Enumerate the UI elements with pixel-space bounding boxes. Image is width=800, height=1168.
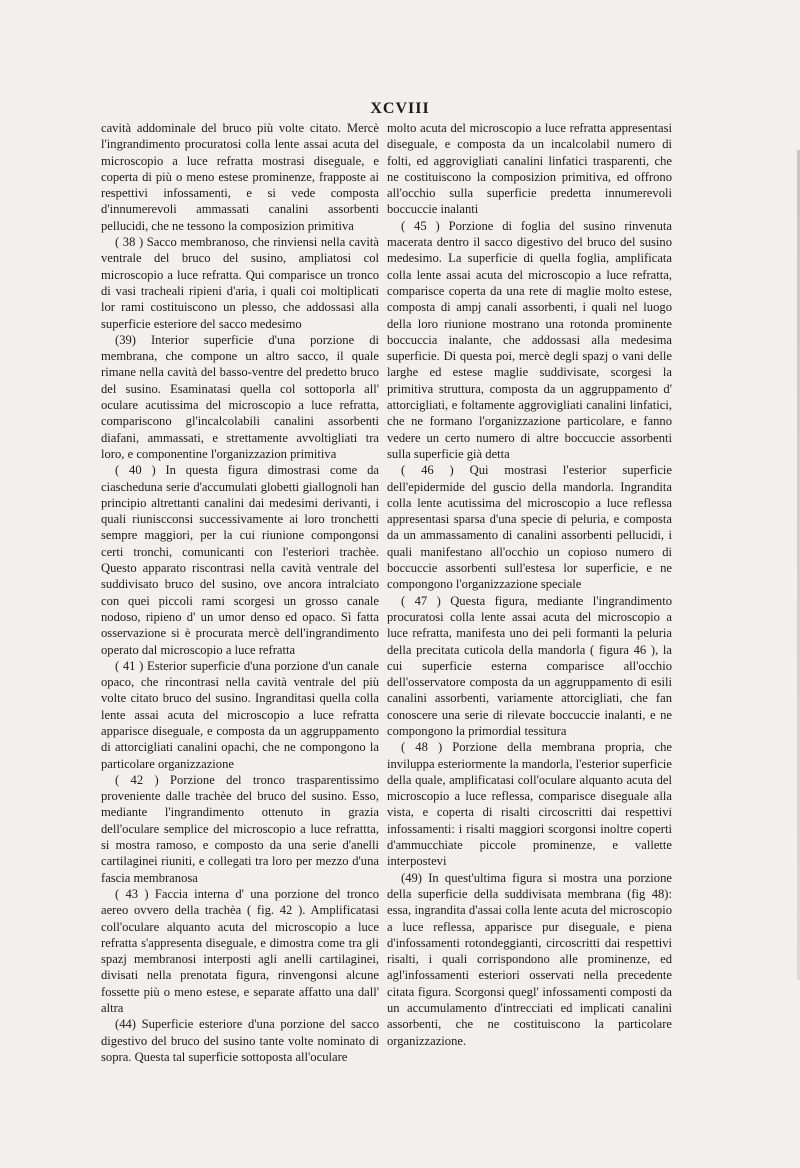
paragraph: ( 40 ) In questa figura dimostrasi come da ciascheduna serie d'accumulati globetti giallognoli han principio altrettanti canalini dai medesimi derivanti, i quali riuniscconsi successivamente ai loro tronchetti sempre maggiori, per la cui riunione compongonsi certi tronchi, comunicanti con l'esteriori trachèe. Questo apparato riscontrasi nella cavità ventrale del suddivisato bruco del susino, ove ancora intralciato con quei piccoli rami scorgesi un grosso canale nodoso, ripieno d' un umor denso ed opaco. Sì fatta osservazione si è procurata mercè dell'ingrandimento operato dal microscopio a luce refratta <box>101 463 379 657</box>
paragraph: (39) Interior superficie d'una porzione di membrana, che compone un altro sacco, il quale rimane nella cavità del basso-ventre del predetto bruco del susino. Esaminatasi quella col sottoporla all' oculare acutissima del microscopio a luce refratta, compariscono gl'incalcolabili canalini assorbenti diafani, ammassati, e strettamente avvoltigliati tra loro, e componentine l'organizzazion primitiva <box>101 332 379 461</box>
paragraph: molto acuta del microscopio a luce refratta appresentasi diseguale, e composta da un incalcolabil numero di folti, ed aggrovigliati canalini linfatici trasparenti, che ne costituiscono la composizion primitiva, ed offrono all'occhio sulla superficie predetta innumerevoli boccuccie inalanti <box>387 121 672 217</box>
paragraph: ( 41 ) Esterior superficie d'una porzione d'un canale opaco, che rincontrasi nella cavità ventrale del più volte citato bruco del susino. Ingranditasi quella colla lente assai acuta del microscopio a luce refratta apparisce diseguale, e composta da un aggruppamento di attorcigliati canalini opachi, che ne compongono la particolare organizzazione <box>101 658 379 771</box>
paragraph: ( 46 ) Qui mostrasi l'esterior superficie dell'epidermide del guscio della mandorla. Ingrandita colla lente acutissima del microscopio a luce reflessa appresentasi sparsa d'una specie di peluria, e composta da un ammassamento di canalini assorbenti pellucidi, i quali manifestano all'occhio un copioso numero di boccuccie assorbenti sull'estesa lor superficie, e ne compongono l'organizzazione speciale <box>387 463 672 592</box>
paragraph: ( 42 ) Porzione del tronco trasparentissimo proveniente dalle trachèe del bruco del susino. Esso, mediante l'ingrandimento ottenuto in grazia dell'oculare semplice del microscopio a luce refrattta, si mostra ramoso, e composto da una serie d'anelli cartilaginei riuniti, e collegati tra loro per mezzo d'una fascia membranosa <box>101 772 379 885</box>
paragraph: cavità addominale del bruco più volte citato. Mercè l'ingrandimento procuratosi colla lente assai acuta del microscopio a luce refratta mostrasi diseguale, e coperta di più o meno estese prominenze, frapposte ai respettivi infossamenti, e si vede composta d'innumerevoli ammassati canalini assorbenti pellucidi, che ne tessono la composizion primitiva <box>101 121 379 233</box>
paragraph: (44) Superficie esteriore d'una porzione del sacco digestivo del bruco del susino tante volte nominato di sopra. Questa tal superficie sottoposta all'oculare <box>101 1017 379 1064</box>
paragraph: ( 48 ) Porzione della membrana propria, che inviluppa esteriormente la mandorla, l'esterior superficie della quale, amplificatasi coll'oculare alquanto acuta del microscopio a luce reflessa, comparisce diseguale alla vista, e coperta di risalti circoscritti dai respettivi infossamenti: i risalti maggiori scorgonsi inoltre coperti d'ammucchiate piccole prominenze, e vallette interpostevi <box>387 740 672 869</box>
right-column <box>387 120 672 1049</box>
paragraph: ( 47 ) Questa figura, mediante l'ingrandimento procuratosi colla lente assai acuta del microscopio a luce refratta, manifesta uno dei peli formanti la peluria della precitata cuticola della mandorla ( figura 46 ), la cui superficie esterna comparisce all'occhio dell'osservatore composta da un aggruppamento di esili canalini assorbenti, variamente attorcigliati, che fan conoscere una serie di rilevate boccuccie inalanti, e ne compongono la primordial tessitura <box>387 593 672 738</box>
paragraph: ( 45 ) Porzione di foglia del susino rinvenuta macerata dentro il sacco digestivo del bruco del susino medesimo. La superficie di quella foglia, amplificata colla lente assai acuta del microscopio a luce refratta, comparisce coperta da una rete di maglie molto estese, composta di ampj canali assorbenti, i quali nel luogo della loro riunione mostrano una rotonda prominente boccuccia inalante, che addossasi alla medesima superficie. Di questa poi, mercè degli spazj o vani delle larghe ed estese maglie suddivisate, scorgesi la primitiva struttura, composta da un aggruppamento d' attorcigliati, e foltamente aggrovigliati canalini linfatici, che ne formano l'organizzazione particolare, e fanno vedere un certo numero di altre boccuccie assorbenti sulla superficie già detta <box>387 218 672 461</box>
left-column <box>101 120 379 1065</box>
paragraph: ( 43 ) Faccia interna d' una porzione del tronco aereo ovvero della trachèa ( fig. 42 ). Amplificatasi coll'oculare alquanto acuta del microscopio a luce refratta s'appresenta diseguale, e dimostra come tra gli spazj membranosi interposti agli anelli cartilaginei, divisati nella prenotata figura, rinvengonsi alcune fossette più o meno estese, e separate affatto una dall' altra <box>101 886 379 1016</box>
paragraph: ( 38 ) Sacco membranoso, che rinviensi nella cavità ventrale del bruco del susino, ampliatosi col microscopio a luce refratta. Qui comparisce un tronco di vasi tracheali ripieni d'aria, i quali coi moltiplicati lor rami costituiscono un plesso, che addossasi alla superficie esteriore del sacco medesimo <box>101 235 379 331</box>
page-number: XCVIII <box>370 100 430 117</box>
paragraph: (49) In quest'ultima figura si mostra una porzione della superficie della suddivisata membrana (fig 48): essa, ingrandita d'assai colla lente acuta del microscopio a luce reflessa, apparisce pur diseguale, e piena d'infossamenti rotondeggianti, circoscritti dai respettivi risalti, i quali corrispondono alle prominenze, ed agl'infossamenti esteriori osservati nella precedente citata figura. Scorgonsi quegl' infossamenti composti da un accumulamento d'intrecciati ed implicati canalini assorbenti, che ne costituiscono la particolare organizzazione. <box>387 870 672 1048</box>
